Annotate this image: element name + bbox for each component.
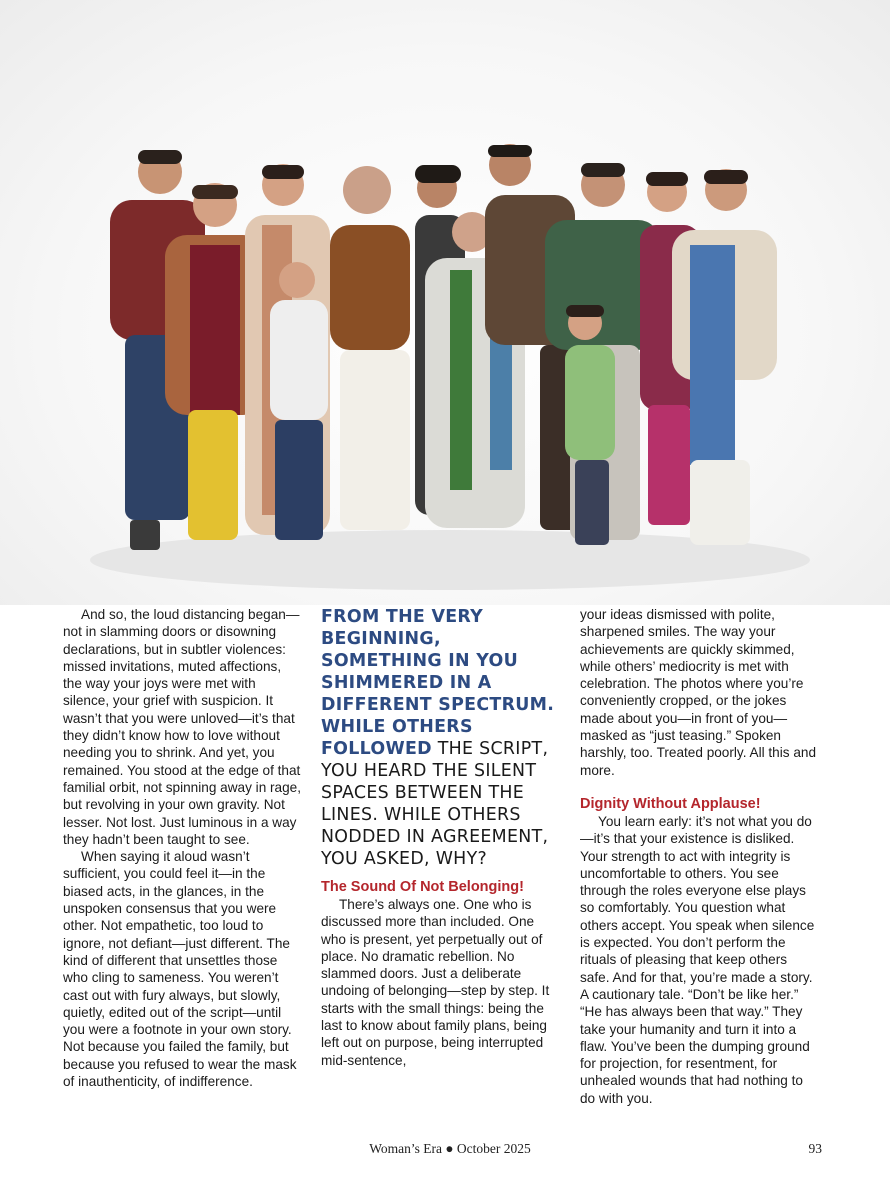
section-subheading: Dignity Without Applause! bbox=[580, 795, 761, 812]
magazine-issue: Woman’s Era ● October 2025 bbox=[369, 1141, 531, 1156]
pull-quote bbox=[321, 606, 561, 870]
section-subheading: The Sound Of Not Belonging! bbox=[321, 879, 524, 895]
article-column-1 bbox=[63, 606, 303, 1090]
article-column-3 bbox=[580, 606, 820, 1107]
page-number: 93 bbox=[808, 1141, 822, 1156]
pull-quote-highlight: FROM THE VERY BEGINNING, SOMETHING IN YOU SHIMMERED IN A DIFFERENT SPECTRUM. WHILE OTHERS FOLLOWED bbox=[321, 607, 555, 759]
pull-quote-rest: THE SCRIPT, YOU HEARD THE SILENT SPACES BETWEEN THE LINES. WHILE OTHERS NODDED IN AGREEMENT, YOU ASKED, WHY? bbox=[321, 739, 549, 869]
person-figure bbox=[330, 166, 410, 530]
article-column-2 bbox=[321, 606, 561, 1069]
body-paragraph: You learn early: it’s not what you do—it’s that your existence is disliked. Your strength to act with integrity is uncomfortable to others. You see through the roles everyone else plays so comfortably. You question what others accept. You speak when silence is expected. You don’t perform the rituals of pleasing that keep others safe. And for that, you’re made a story. A cautionary tale. “Don’t be like her.” “He has always been that way.” They take your humanity and turn it into a flaw. You’ve been the dumping ground for projection, for resentment, for unhealed wounds that had nothing to do with you. bbox=[580, 813, 815, 1106]
body-paragraph: There’s always one. One who is discussed more than included. One who is present, yet perpetually out of place. No dramatic rebellion. No slammed doors. Just a deliberate undoing of belonging—step by step. It starts with the small things: being the last to know about family plans, being left out on purpose, being interrupted mid-sentence, bbox=[321, 897, 550, 1068]
body-paragraph: your ideas dismissed with polite, sharpened smiles. The way your achievements are quickly skimmed, while others’ mediocrity is met with celebration. The photos where you’re conveniently cropped, or the jokes made about you—in front of you—masked as “just teasing.” Spoken harshly, too. Treated poorly. All this and more. bbox=[580, 607, 817, 778]
body-paragraph: When saying it aloud wasn’t sufficient, you could feel it—in the biased acts, in the glances, in the unspoken consensus that you were other. Not empathetic, too loud to ignore, not defiant—just different. The kind of different that unsettles those who cling to sameness. You weren’t cast out with fury always, but slowly, quietly, edited out of the script—until you were a footnote in your own story. Not because you failed the family, but because you refused to wear the mask of inauthenticity, of indifference. bbox=[63, 849, 297, 1090]
person-figure bbox=[270, 262, 328, 540]
body-paragraph: And so, the loud distancing began—not in slamming doors or disowning declarations, but in subtler violences: missed invitations, muted affections, the way your joys were met with silence, your grief with suspicion. It wasn’t that you were unloved—it’s that they didn’t know how to love without needing you to shrink. And yet, you remained. You stood at the edge of that familial orbit, not spinning away in rage, but revolving in your own gravity. Not lesser. Not lost. Just luminous in a way they hadn’t been taught to see. bbox=[63, 607, 302, 847]
